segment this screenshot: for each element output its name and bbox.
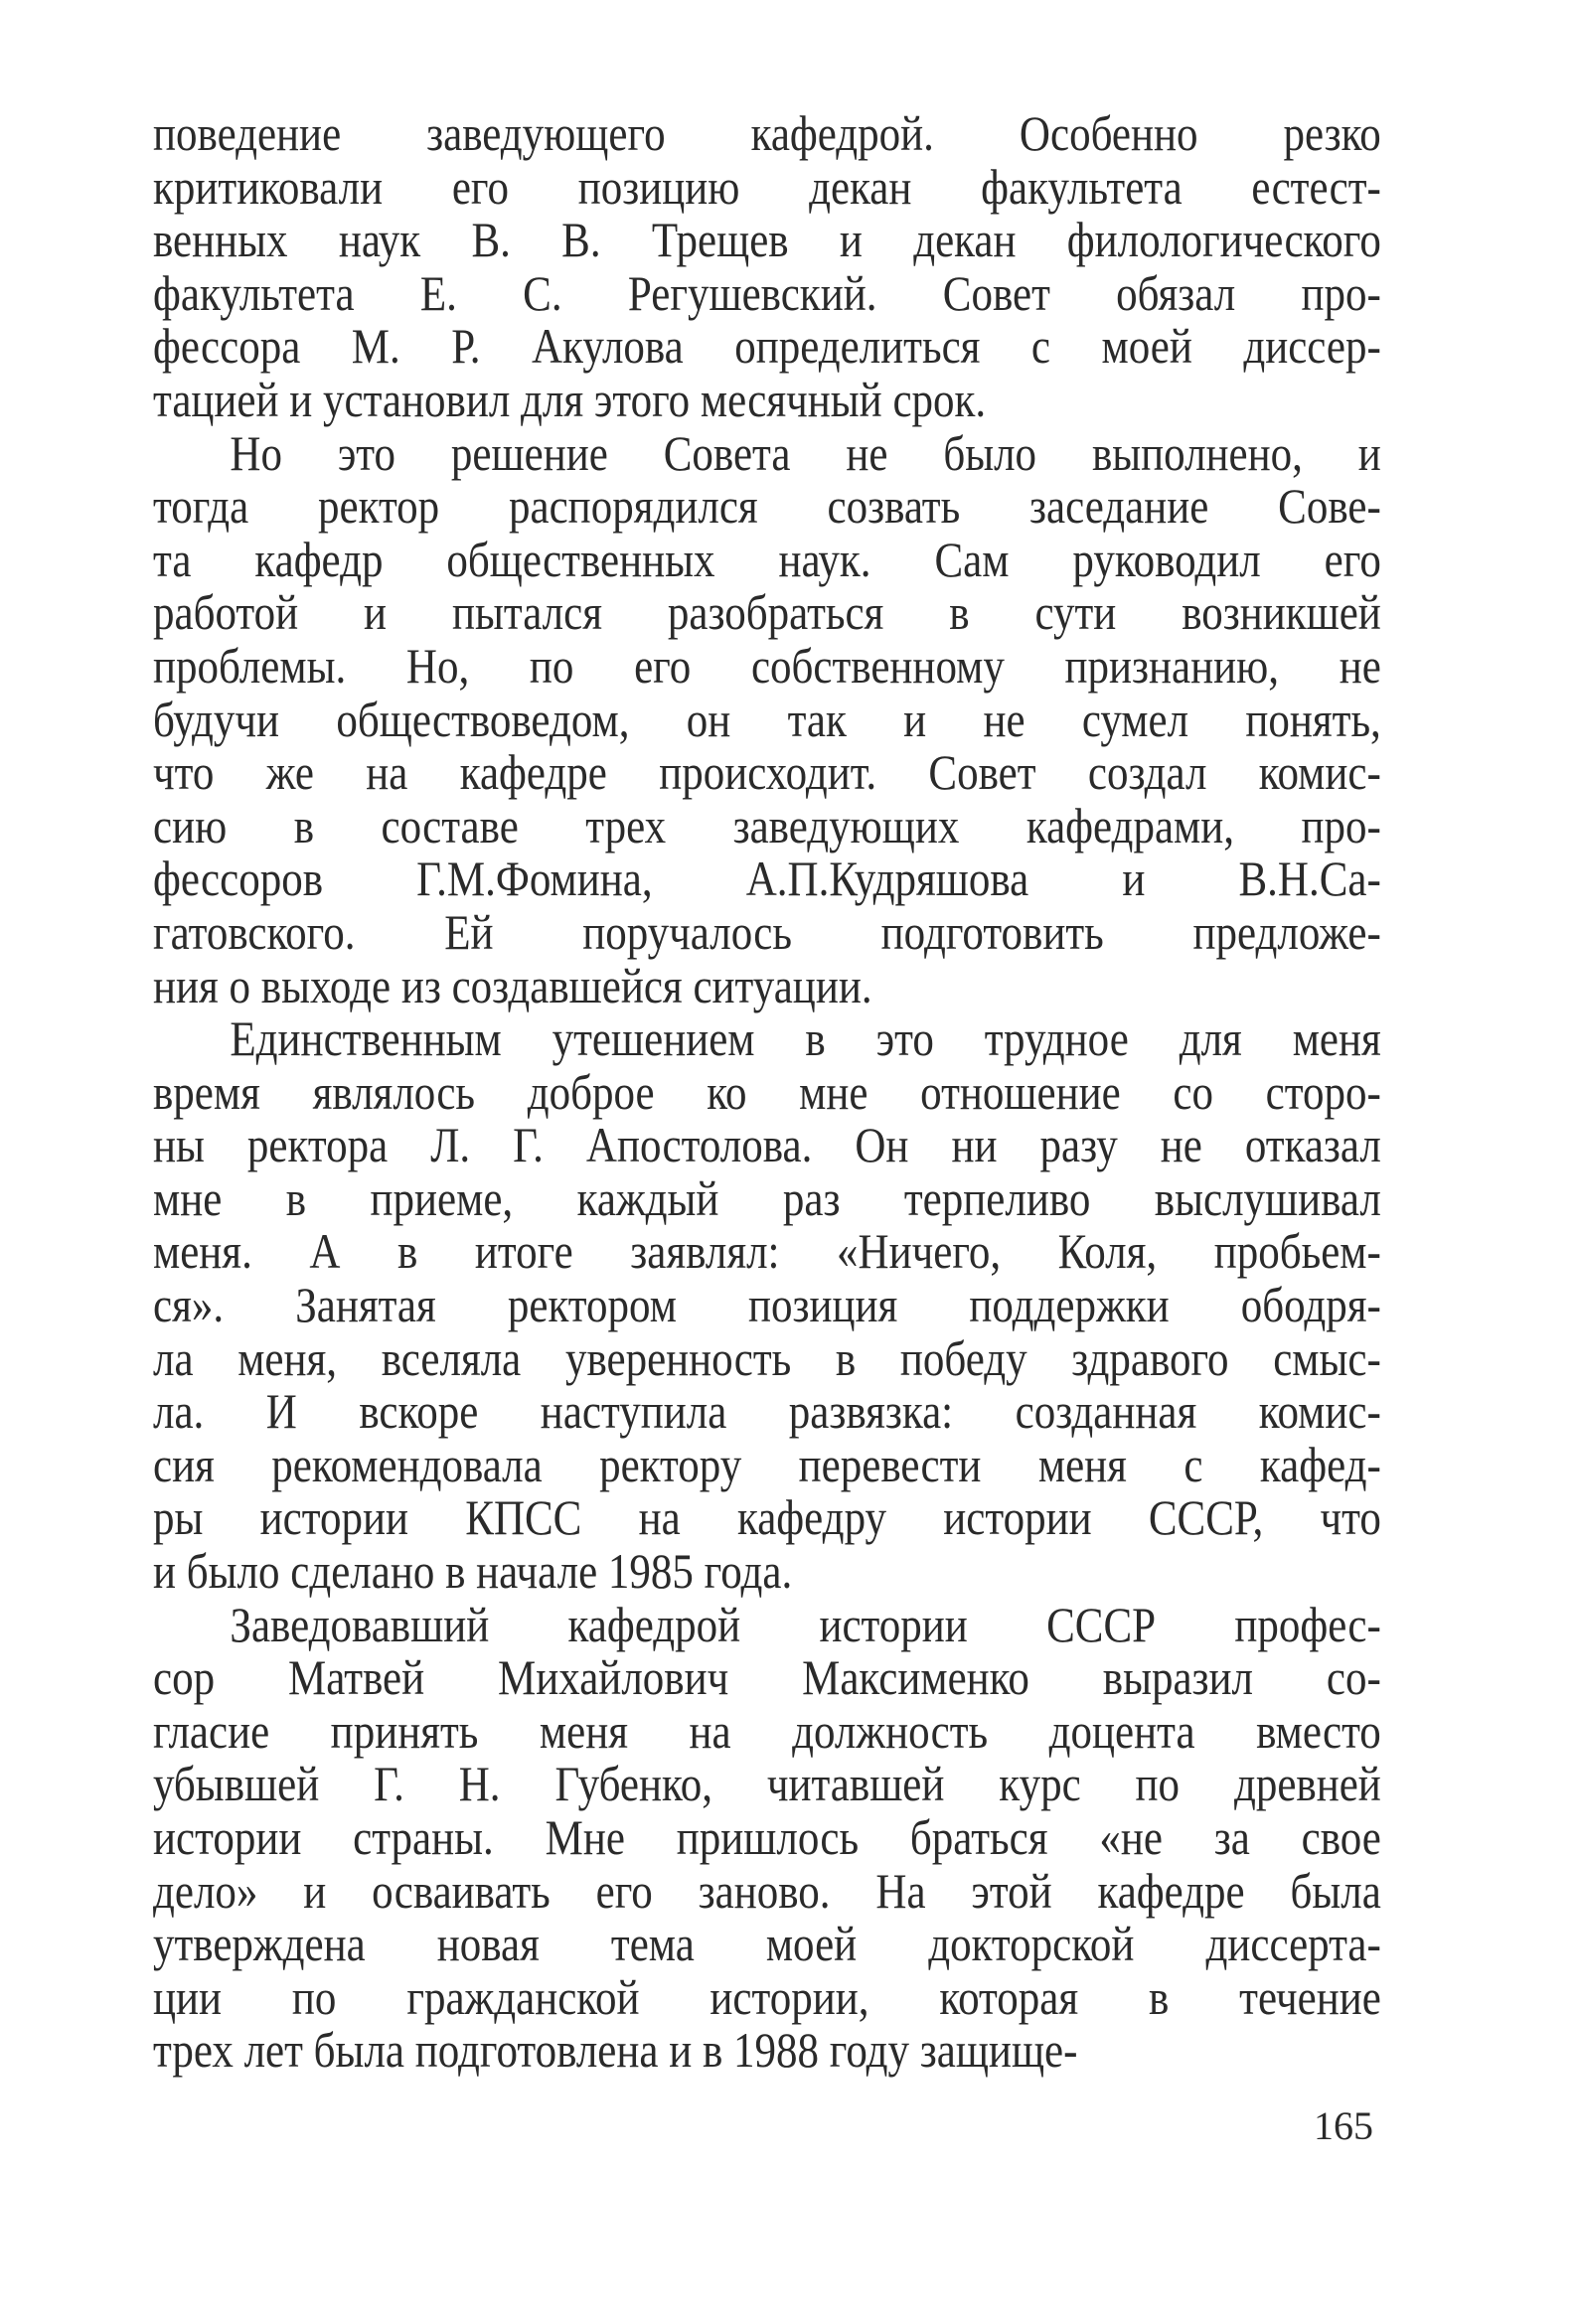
text-line: фессоров Г.М.Фомина, А.П.Кудряшова и В.Н.Са-	[153, 851, 1381, 907]
text-line: венных наук В. В. Трещев и декан филологического	[153, 212, 1381, 268]
text-line: фессора М. Р. Акулова определиться с моей диссер-	[153, 318, 1381, 375]
text-line: дело» и осваивать его заново. На этой кафедре была	[153, 1862, 1381, 1919]
text-line: поведение заведующего кафедрой. Особенно резко	[153, 105, 1381, 161]
text-line: мне в приеме, каждый раз терпеливо выслушивал	[153, 1169, 1381, 1226]
text-line: утверждена новая тема моей докторской диссерта-	[153, 1916, 1381, 1972]
text-line: убывшей Г. Н. Губенко, читавшей курс по древней	[153, 1756, 1381, 1812]
text-line: ции по гражданской истории, которая в течение	[153, 1968, 1381, 2025]
page-body	[153, 107, 1381, 2078]
text-line: ны ректора Л. Г. Апостолова. Он ни разу не отказал	[153, 1117, 1381, 1173]
text-line: меня. А в итоге заявлял: «Ничего, Коля, пробьем-	[153, 1223, 1381, 1280]
text-line: Но это решение Совета не было выполнено, и	[230, 424, 1381, 481]
text-line: сию в составе трех заведующих кафедрами, про-	[153, 797, 1381, 853]
text-line: тацией и установил для этого месячный срок.	[153, 371, 987, 427]
text-line: та кафедр общественных наук. Сам руководил его	[153, 531, 1381, 587]
text-line: критиковали его позицию декан факультета естест-	[153, 158, 1381, 215]
text-line: работой и пытался разобраться в сути возникшей	[153, 584, 1381, 641]
text-line: Единственным утешением в это трудное для меня	[230, 1010, 1381, 1067]
text-line: сор Матвей Михайлович Максименко выразил со-	[153, 1649, 1381, 1706]
text-line: ры истории КПСС на кафедру истории СССР, что	[153, 1489, 1381, 1546]
text-line: будучи обществоведом, он так и не сумел понять,	[153, 691, 1381, 747]
text-line: трех лет была подготовлена и в 1988 году защище-	[153, 2022, 1078, 2079]
text-line: гласие принять меня на должность доцента вместо	[153, 1702, 1381, 1759]
text-line: Заведовавший кафедрой истории СССР профес-	[230, 1596, 1381, 1652]
text-line: тогда ректор распорядился созвать заседание Сове-	[153, 478, 1381, 535]
text-line: сия рекомендовала ректору перевести меня с кафед-	[153, 1436, 1381, 1492]
text-line: ла меня, вселяла уверенность в победу здравого смыс-	[153, 1329, 1381, 1386]
text-line: время являлось доброе ко мне отношение со сторо-	[153, 1063, 1381, 1120]
page-number: 165	[1314, 2103, 1373, 2148]
text-line: что же на кафедре происходит. Совет создал комис-	[153, 744, 1381, 801]
text-line: ла. И вскоре наступила развязка: созданная комис-	[153, 1383, 1381, 1440]
text-line: проблемы. Но, по его собственному признанию, не	[153, 637, 1381, 694]
paragraph	[153, 107, 1381, 427]
text-line: истории страны. Мне пришлось браться «не за свое	[153, 1809, 1381, 1865]
text-line: факультета Е. С. Регушевский. Совет обязал про-	[153, 264, 1381, 321]
paragraph	[153, 424, 1381, 1013]
paragraph	[153, 1012, 1381, 1599]
paragraph	[153, 1596, 1381, 2079]
text-line: ся». Занятая ректором позиция поддержки ободря-	[153, 1277, 1381, 1333]
text-line: ния о выходе из создавшейся ситуации.	[153, 957, 872, 1013]
text-line: и было сделано в начале 1985 года.	[153, 1543, 793, 1600]
text-line: гатовского. Ей поручалось подготовить предложе-	[153, 903, 1381, 960]
